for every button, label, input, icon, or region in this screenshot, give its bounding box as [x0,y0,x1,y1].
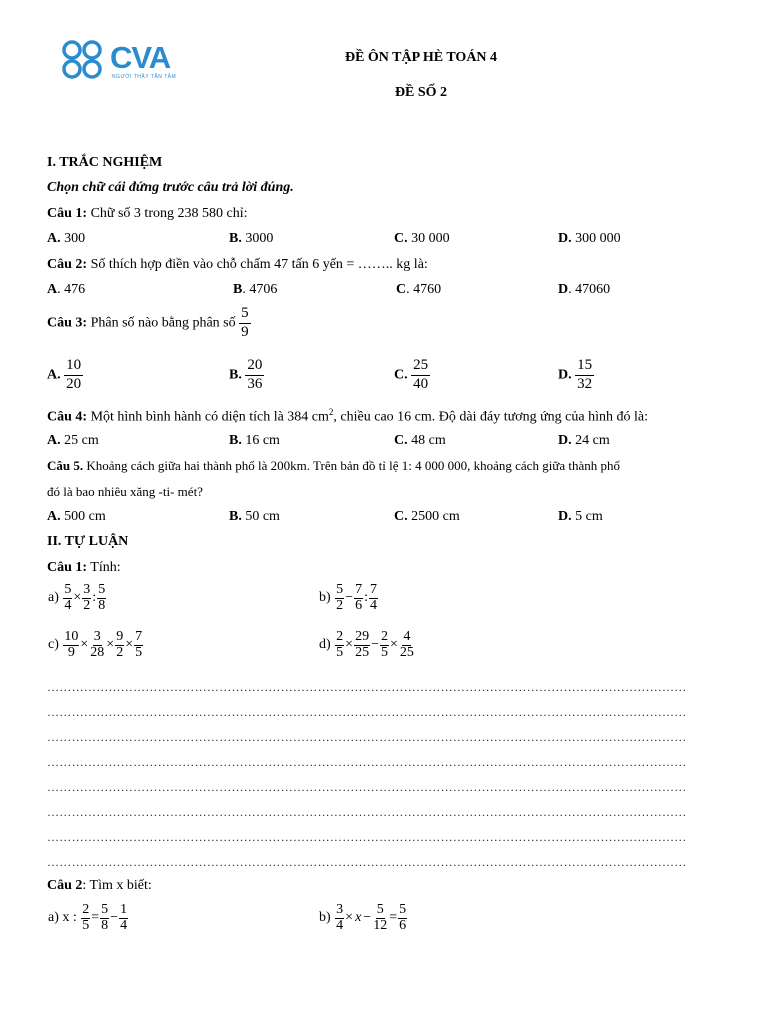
part2-heading: II. TỰ LUẬN [47,534,129,549]
find-x-b: b) $\frac{3}{4}$ × x − $\frac{5}{12}$ = $\frac{5}{6}$ [319,902,407,933]
answer-line[interactable]: ………………………………………………………………………………………………………………………………………… [47,780,687,794]
superscript: 2 [328,407,334,417]
answer-line[interactable]: ………………………………………………………………………………………………………………………………………… [47,680,687,694]
answer-line[interactable]: ………………………………………………………………………………………………………………………………………… [47,805,687,819]
expr-a: a) $\frac{5}{4}$ × $\frac{3}{2}$ : $\frac{5}{8}$ [48,582,106,613]
question-text: Khoảng cách giữa hai thành phố là 200km. Trên bản đồ tỉ lệ 1: 4 000 000, khoảng cách giữa thành phố [83,458,621,473]
question-text: Phân số nào bằng phân số [87,315,240,331]
question-text: Số thích hợp điền vào chỗ chấm 47 tấn 6 yến = …….. kg là: [87,257,428,272]
essay-question-2 [47,878,152,894]
option-c[interactable]: C. 48 cm [394,433,446,448]
option-d[interactable]: D. 5 cm [558,509,603,524]
question-label: Câu 4: [47,409,88,425]
expr-d: d) $\frac{2}{5}$ × $\frac{29}{25}$ − $\frac{2}{5}$ × $\frac{4}{25}$ [319,629,414,660]
option-c[interactable]: C. 30 000 [394,231,450,246]
question-3 [47,306,251,341]
option-c[interactable]: C. $\frac{25}{40}$ [394,357,429,392]
question-text: Một hình bình hành có diện tích là 384 cm [87,409,329,425]
fraction: $\frac{5}{9}$ [241,305,249,340]
answer-line[interactable]: ………………………………………………………………………………………………………………………………………… [47,855,687,869]
question-label: Câu 2 [47,878,83,893]
part1-instruction: Chọn chữ cái đứng trước câu trả lời đúng. [47,180,294,195]
question-text: Tính: [87,560,121,575]
option-a[interactable]: A. 300 [47,231,86,246]
question-label: Câu 1: [47,560,88,575]
option-b[interactable]: B. $\frac{20}{36}$ [229,357,263,392]
question-5-cont: đó là bao nhiêu xăng -ti- mét? [47,484,203,499]
option-b[interactable]: B. 3000 [229,231,274,246]
option-d[interactable]: D. 47060 [558,282,611,297]
question-text: : Tìm x biết: [82,878,152,893]
option-d[interactable]: D. 24 cm [558,433,610,448]
option-d[interactable]: D. 300 000 [558,231,621,246]
option-d[interactable]: D. $\frac{15}{32}$ [558,357,593,392]
expr-c: c) $\frac{10}{9}$ × $\frac{3}{28}$ × $\frac{9}{2}$ × $\frac{7}{5}$ [48,629,143,660]
option-b[interactable]: B. 50 cm [229,509,280,524]
question-label: Câu 2: [47,257,88,272]
logo-text: CVA [110,40,171,75]
option-a[interactable]: A. $\frac{10}{20}$ [47,357,82,392]
question-text-cont: , chiều cao 16 cm. Độ dài đáy tương ứng của hình đó là: [333,409,648,425]
expr-b: b) $\frac{5}{2}$ − $\frac{7}{6}$ : $\frac{7}{4}$ [319,582,377,613]
option-a[interactable]: A. 25 cm [47,433,99,448]
question-1 [47,206,247,222]
question-label: Câu 3: [47,315,88,331]
answer-line[interactable]: ………………………………………………………………………………………………………………………………………… [47,730,687,744]
option-c[interactable]: C. 2500 cm [394,509,460,524]
essay-question-1 [47,560,121,576]
question-2 [47,257,428,273]
option-a[interactable]: A. 476 [47,282,86,297]
find-x-a: a) x : $\frac{2}{5}$ = $\frac{5}{8}$ − $\frac{1}{4}$ [48,902,128,933]
page-subtitle: ĐỀ SỐ 2 [394,85,448,100]
question-label: Câu 5. [47,458,84,473]
question-4 [47,407,648,426]
option-b[interactable]: B. 16 cm [229,433,280,448]
page-title: ĐỀ ÔN TẬP HÈ TOÁN 4 [344,50,498,65]
option-b[interactable]: B. 4706 [233,282,278,297]
answer-line[interactable]: ………………………………………………………………………………………………………………………………………… [47,705,687,719]
question-label: Câu 1: [47,206,88,221]
answer-line[interactable]: ………………………………………………………………………………………………………………………………………… [47,830,687,844]
option-c[interactable]: C. 4760 [396,282,442,297]
answer-line[interactable]: ………………………………………………………………………………………………………………………………………… [47,755,687,769]
logo-tagline: NGƯỜI THẦY TẬN TÂM [112,74,177,80]
option-a[interactable]: A. 500 cm [47,509,106,524]
question-5 [47,458,620,474]
question-text: Chữ số 3 trong 238 580 chỉ: [87,206,248,221]
part1-heading: I. TRẮC NGHIỆM [47,155,163,170]
